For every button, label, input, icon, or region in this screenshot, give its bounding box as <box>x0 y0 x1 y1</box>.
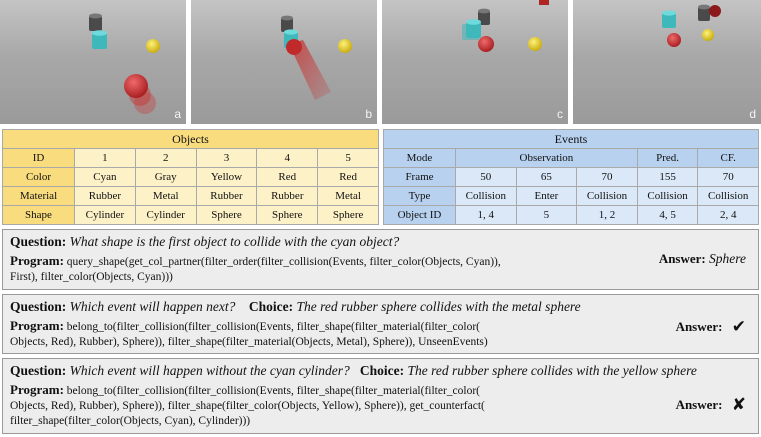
program-label: Program: <box>10 253 64 268</box>
table-cell: Metal <box>318 187 379 206</box>
question-text: Which event will happen without the cyan cylinder? <box>69 363 350 378</box>
table-cell: Rubber <box>75 187 136 206</box>
table-cell: Cyan <box>75 168 136 187</box>
table-row <box>384 206 759 225</box>
question-label: Question: <box>10 363 67 378</box>
table-cell: 4, 5 <box>637 206 698 225</box>
frame-label: c <box>557 107 563 121</box>
table-cell: Collision <box>456 187 517 206</box>
red-metal-sphere-entering <box>539 0 549 5</box>
program-text: First), filter_color(Objects, Cyan))) <box>10 271 173 283</box>
question-label: Question: <box>10 299 67 314</box>
row-label: Shape <box>3 206 75 225</box>
table-row <box>384 187 759 206</box>
answer <box>659 251 746 267</box>
table-cell: 2 <box>135 149 196 168</box>
program-text: Objects, Red), Rubber), Sphere)), filter_shape(filter_color(Objects, Yellow), Sphere)), get_counterfact( <box>10 400 485 412</box>
table-cell: 3 <box>196 149 257 168</box>
check-icon: ✔ <box>731 317 746 337</box>
yellow-sphere <box>338 39 352 53</box>
scene-render-d <box>573 0 761 124</box>
answer-label: Answer: <box>675 397 723 412</box>
objects-table-header <box>3 130 379 149</box>
question-line <box>10 233 751 250</box>
program-text: Objects, Red), Rubber), Sphere)), filter_shape(filter_material(Objects, Metal), Sphere)), UnseenEvents) <box>10 336 488 348</box>
program-text: belong_to(filter_collision(filter_collision(Events, filter_shape(filter_material(filter_color( <box>66 385 481 397</box>
question-box-counterfactual <box>2 358 759 434</box>
row-label: ID <box>3 149 75 168</box>
objects-table-title: Objects <box>3 130 379 149</box>
table-cell: Sphere <box>318 206 379 225</box>
program-label: Program: <box>10 382 64 397</box>
scene-frames <box>0 0 761 124</box>
table-row <box>3 206 379 225</box>
table-cell: Red <box>257 168 318 187</box>
scene-frame-c <box>382 0 568 124</box>
frame-label: d <box>749 107 756 121</box>
question-line <box>10 362 751 379</box>
table-row <box>3 168 379 187</box>
table-cell: 1 <box>75 149 136 168</box>
table-cell: Cylinder <box>135 206 196 225</box>
scene-render-a <box>0 0 186 124</box>
table-cell: 1, 2 <box>577 206 638 225</box>
table-cell: Yellow <box>196 168 257 187</box>
program <box>10 382 630 429</box>
table-cell: 5 <box>516 206 577 225</box>
mode-counterfactual: CF. <box>698 149 759 168</box>
row-label: Type <box>384 187 456 206</box>
table-cell: 1, 4 <box>456 206 517 225</box>
table-cell: Gray <box>135 168 196 187</box>
row-label: Object ID <box>384 206 456 225</box>
red-metal-sphere <box>709 5 721 17</box>
frame-label: a <box>174 107 181 121</box>
table-cell: Red <box>318 168 379 187</box>
question-box-descriptive <box>2 229 759 290</box>
choice-text: The red rubber sphere collides with the yellow sphere <box>407 363 697 378</box>
table-row <box>384 168 759 187</box>
frame-label: b <box>365 107 372 121</box>
program <box>10 318 630 350</box>
table-cell: Collision <box>698 187 759 206</box>
table-cell: 155 <box>637 168 698 187</box>
program-text: query_shape(get_col_partner(filter_order(filter_collision(Events, filter_color(Objects, Cyan)), <box>66 256 501 268</box>
table-cell: 5 <box>318 149 379 168</box>
scene-render-b <box>191 0 377 124</box>
question-text: What shape is the first object to collide with the cyan object? <box>69 234 400 249</box>
objects-table <box>2 129 379 225</box>
mode-prediction: Pred. <box>637 149 698 168</box>
program <box>10 253 630 285</box>
choice-label: Choice: <box>248 299 294 314</box>
row-label: Frame <box>384 168 456 187</box>
program-text: filter_shape(filter_color(Objects, Cyan), Cylinder))) <box>10 415 251 427</box>
events-table-title: Events <box>384 130 759 149</box>
table-cell: Enter <box>516 187 577 206</box>
table-cell: Rubber <box>257 187 318 206</box>
choice-label: Choice: <box>359 363 405 378</box>
question-box-predictive <box>2 294 759 354</box>
answer <box>676 395 746 415</box>
events-table-header <box>384 130 759 149</box>
table-cell: 70 <box>698 168 759 187</box>
answer-label: Answer: <box>675 319 723 334</box>
red-sphere <box>124 74 148 98</box>
events-table <box>383 129 759 225</box>
yellow-sphere <box>702 29 714 41</box>
program-text: belong_to(filter_collision(filter_collision(Events, filter_shape(filter_material(filter_color( <box>66 321 481 333</box>
mode-observation: Observation <box>456 149 638 168</box>
question-label: Question: <box>10 234 67 249</box>
table-cell: Sphere <box>257 206 318 225</box>
table-row <box>384 149 759 168</box>
table-cell: 50 <box>456 168 517 187</box>
table-cell: Sphere <box>196 206 257 225</box>
choice-text: The red rubber sphere collides with the metal sphere <box>296 299 581 314</box>
program-label: Program: <box>10 318 64 333</box>
scene-frame-d <box>573 0 761 124</box>
table-cell: 65 <box>516 168 577 187</box>
table-cell: 70 <box>577 168 638 187</box>
row-label: Mode <box>384 149 456 168</box>
table-cell: Cylinder <box>75 206 136 225</box>
red-sphere <box>667 33 681 47</box>
table-cell: Collision <box>577 187 638 206</box>
scene-render-c <box>382 0 568 124</box>
answer <box>676 317 746 337</box>
scene-frame-a <box>0 0 186 124</box>
row-label: Color <box>3 168 75 187</box>
red-sphere <box>286 39 302 55</box>
question-text: Which event will happen next? <box>69 299 236 314</box>
table-cell: 4 <box>257 149 318 168</box>
yellow-sphere <box>528 37 542 51</box>
table-cell: 2, 4 <box>698 206 759 225</box>
table-row <box>3 187 379 206</box>
table-cell: Collision <box>637 187 698 206</box>
red-sphere <box>478 36 494 52</box>
row-label: Material <box>3 187 75 206</box>
table-cell: Rubber <box>196 187 257 206</box>
question-line <box>10 298 751 315</box>
yellow-sphere <box>146 39 160 53</box>
table-row <box>3 149 379 168</box>
table-cell: Metal <box>135 187 196 206</box>
cross-icon: ✘ <box>731 395 746 415</box>
answer-text: Sphere <box>709 251 746 266</box>
scene-frame-b <box>191 0 377 124</box>
answer-label: Answer: <box>658 251 706 266</box>
